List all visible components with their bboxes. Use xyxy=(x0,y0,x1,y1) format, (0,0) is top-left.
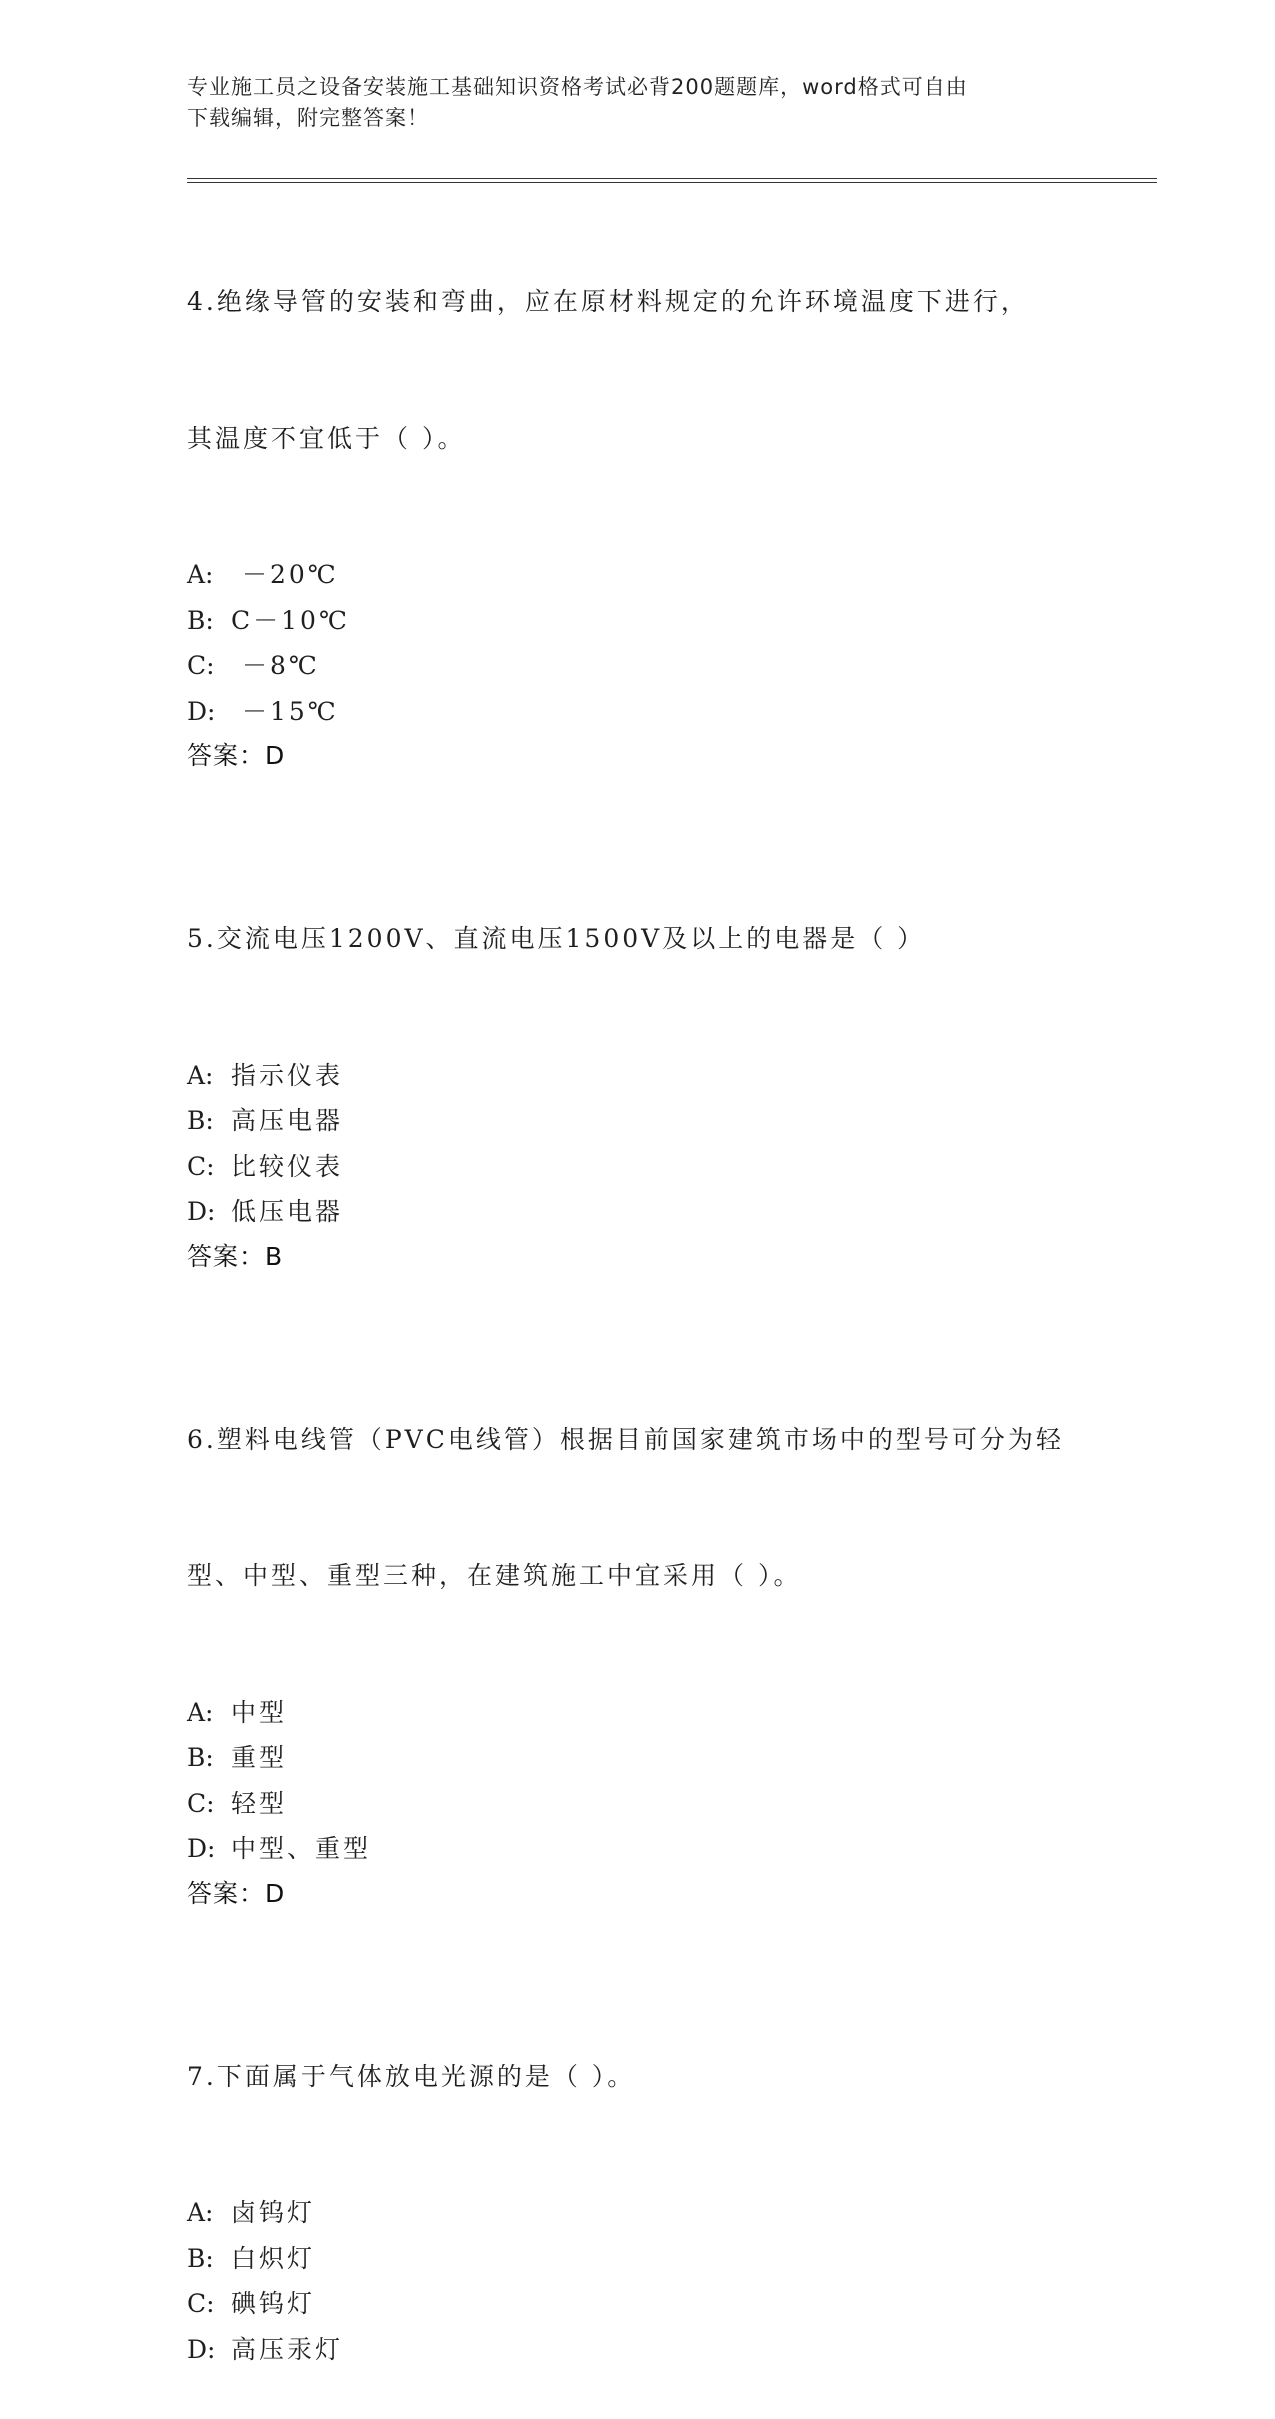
question-4 xyxy=(187,188,1157,778)
question-stem xyxy=(187,825,1097,1053)
option-a xyxy=(187,1053,1157,1099)
option-b xyxy=(187,598,1157,644)
option-text: 高压汞灯 xyxy=(231,2334,344,2364)
question-stem-line: 6.塑料电线管（PVC电线管）根据目前国家建筑市场中的型号可分为轻 xyxy=(187,1424,1064,1454)
option-text: C－10℃ xyxy=(231,605,350,635)
option-text: 中型、重型 xyxy=(231,1834,372,1863)
option-c xyxy=(187,2281,1157,2327)
option-text: －20℃ xyxy=(231,560,339,589)
option-letter: C: xyxy=(187,2289,215,2318)
option-text: －15℃ xyxy=(231,696,339,726)
option-text: 轻型 xyxy=(231,1788,288,1818)
option-a xyxy=(187,552,1157,598)
question-stem-line: 型、中型、重型三种，在建筑施工中宜采用（ ）。 xyxy=(187,1561,802,1590)
question-stem xyxy=(187,1963,1097,2191)
option-d xyxy=(187,1189,1157,1235)
option-letter: B: xyxy=(187,605,214,635)
question-list xyxy=(187,188,1157,2419)
answer-line: 答案：B xyxy=(187,1241,284,1271)
question-stem-line: 其温度不宜低于（ ）。 xyxy=(187,423,466,453)
option-text: 指示仪表 xyxy=(231,1060,344,1090)
option-letter: C: xyxy=(187,1788,215,1818)
option-b xyxy=(187,1098,1157,1144)
option-c xyxy=(187,1781,1157,1827)
question-stem xyxy=(187,1326,1097,1690)
option-letter: D: xyxy=(187,1197,216,1226)
option-letter: B: xyxy=(187,1106,214,1135)
option-c xyxy=(187,643,1157,689)
option-c xyxy=(187,1144,1157,1190)
option-text: 中型 xyxy=(231,1697,288,1727)
option-text: 卤钨灯 xyxy=(231,2198,316,2227)
option-text: 白炽灯 xyxy=(231,2243,316,2273)
option-d xyxy=(187,1826,1157,1872)
option-letter: C: xyxy=(187,1151,215,1181)
option-letter: A: xyxy=(187,1697,214,1727)
option-a xyxy=(187,2190,1157,2236)
question-7 xyxy=(187,1963,1157,2373)
option-text: 低压电器 xyxy=(231,1197,344,1226)
page-header xyxy=(187,72,1067,134)
option-letter: C: xyxy=(187,651,215,680)
option-b xyxy=(187,2236,1157,2282)
question-stem-line: 7.下面属于气体放电光源的是（ ）。 xyxy=(187,2061,636,2091)
option-letter: D: xyxy=(187,696,216,726)
option-d xyxy=(187,2327,1157,2373)
option-letter: A: xyxy=(187,1060,214,1090)
option-letter: D: xyxy=(187,2334,216,2364)
question-stem xyxy=(187,188,1097,552)
answer-line: 答案：D xyxy=(187,741,286,770)
question-6 xyxy=(187,1326,1157,1916)
option-text: 比较仪表 xyxy=(231,1151,344,1181)
option-text: 高压电器 xyxy=(231,1106,344,1135)
question-stem-line: 4.绝缘导管的安装和弯曲，应在原材料规定的允许环境温度下进行， xyxy=(187,287,1029,316)
header-line-2: 下载编辑，附完整答案！ xyxy=(187,106,429,130)
option-letter: A: xyxy=(187,560,214,589)
header-divider xyxy=(187,178,1157,183)
question-stem-line: 5.交流电压1200V、直流电压1500V及以上的电器是（ ） xyxy=(187,924,926,953)
question-5 xyxy=(187,825,1157,1279)
option-letter: D: xyxy=(187,1834,216,1863)
document-page xyxy=(187,0,1157,2364)
option-letter: B: xyxy=(187,2243,214,2273)
option-text: 碘钨灯 xyxy=(231,2289,316,2318)
option-a xyxy=(187,1690,1157,1736)
option-letter: B: xyxy=(187,1743,214,1772)
option-text: 重型 xyxy=(231,1743,288,1772)
option-text: －8℃ xyxy=(231,651,320,680)
option-letter: A: xyxy=(187,2198,214,2227)
answer-line: 答案：D xyxy=(187,1878,286,1908)
option-b xyxy=(187,1735,1157,1781)
option-d xyxy=(187,689,1157,735)
header-line-1: 专业施工员之设备安装施工基础知识资格考试必背200题题库，word格式可自由 xyxy=(187,75,968,99)
